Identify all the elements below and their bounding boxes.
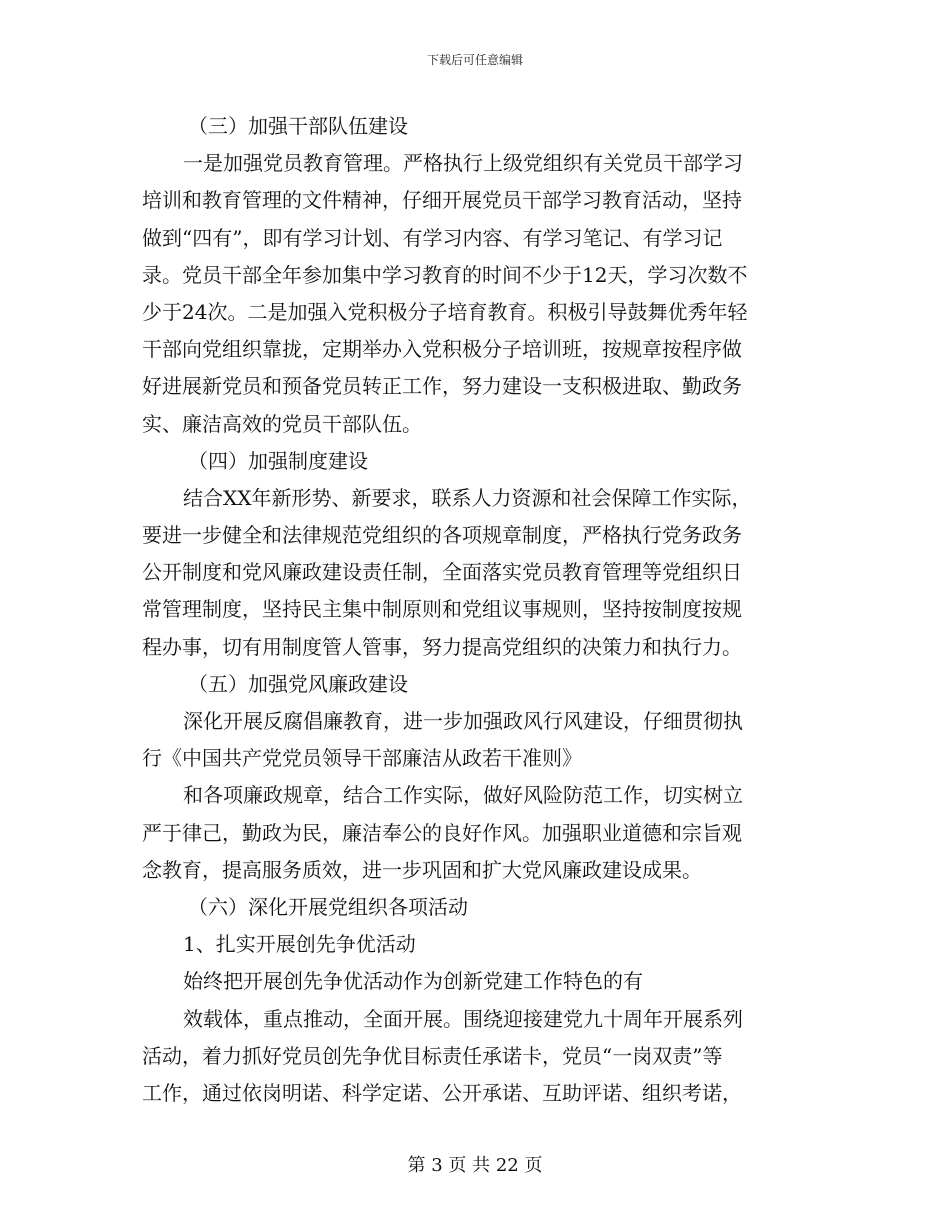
paragraph-line: 干部向党组织靠拢，定期举办入党积极分子培训班，按规章按程序做 xyxy=(142,337,742,362)
page-header: 下载后可任意编辑 xyxy=(426,53,523,67)
paragraph-line: 念教育，提高服务质效，进一步巩固和扩大党风廉政建设成果。 xyxy=(142,857,702,882)
paragraph-line: 要进一步健全和法律规范党组织的各项规章制度，严格执行党务政务 xyxy=(142,523,742,548)
section-heading-5: （五）加强党风廉政建设 xyxy=(188,671,408,696)
subsection-heading-1: 1、扎实开展创先争优活动 xyxy=(183,932,416,957)
paragraph-line: 常管理制度，坚持民主集中制原则和党组议事规则，坚持按制度按规 xyxy=(142,597,742,622)
paragraph-line: 少于24次。二是加强入党积极分子培育教育。积极引导鼓舞优秀年轻 xyxy=(142,299,748,324)
paragraph-line: 行《中国共产党党员领导干部廉洁从政若干准则》 xyxy=(142,746,582,771)
section-heading-3: （三）加强干部队伍建设 xyxy=(188,114,408,138)
paragraph-line: 好进展新党员和预备党员转正工作，努力建设一支积极进取、勤政务 xyxy=(142,374,742,399)
section-heading-6: （六）深化开展党组织各项活动 xyxy=(188,894,468,919)
page-footer: 第 3 页 共 22 页 xyxy=(407,1155,543,1176)
paragraph-line: 程办事，切有用制度管人管事，努力提高党组织的决策力和执行力。 xyxy=(142,634,742,659)
paragraph-line: 结合XX年新形势、新要求，联系人力资源和社会保障工作实际， xyxy=(183,485,752,510)
paragraph-line: 录。党员干部全年参加集中学习教育的时间不少于12天，学习次数不 xyxy=(142,262,748,287)
document-body xyxy=(142,108,810,1112)
section-heading-4: （四）加强制度建设 xyxy=(188,448,368,473)
paragraph-line: 活动，着力抓好党员创先争优目标责任承诺卡，党员“一岗双责”等 xyxy=(142,1043,723,1068)
paragraph-line: 效载体，重点推动，全面开展。围绕迎接建党九十周年开展系列 xyxy=(183,1006,743,1031)
paragraph-line: 始终把开展创先争优活动作为创新党建工作特色的有 xyxy=(183,969,643,994)
paragraph-line: 做到“四有”，即有学习计划、有学习内容、有学习笔记、有学习记 xyxy=(142,225,723,250)
paragraph-line: 严于律己，勤政为民，廉洁奉公的良好作风。加强职业道德和宗旨观 xyxy=(142,820,742,845)
paragraph-line: 深化开展反腐倡廉教育，进一步加强政风行风建设，仔细贯彻执 xyxy=(183,709,743,733)
paragraph-line: 工作，通过依岗明诺、科学定诺、公开承诺、互助评诺、组织考诺， xyxy=(142,1080,742,1105)
paragraph-line: 和各项廉政规章，结合工作实际，做好风险防范工作，切实树立 xyxy=(183,783,743,808)
paragraph-line: 培训和教育管理的文件精神，仔细开展党员干部学习教育活动，坚持 xyxy=(142,188,742,213)
paragraph-line: 实、廉洁高效的党员干部队伍。 xyxy=(142,411,422,436)
paragraph-line: 一是加强党员教育管理。严格执行上级党组织有关党员干部学习 xyxy=(183,151,743,176)
paragraph-line: 公开制度和党风廉政建设责任制，全面落实党员教育管理等党组织日 xyxy=(142,560,742,585)
